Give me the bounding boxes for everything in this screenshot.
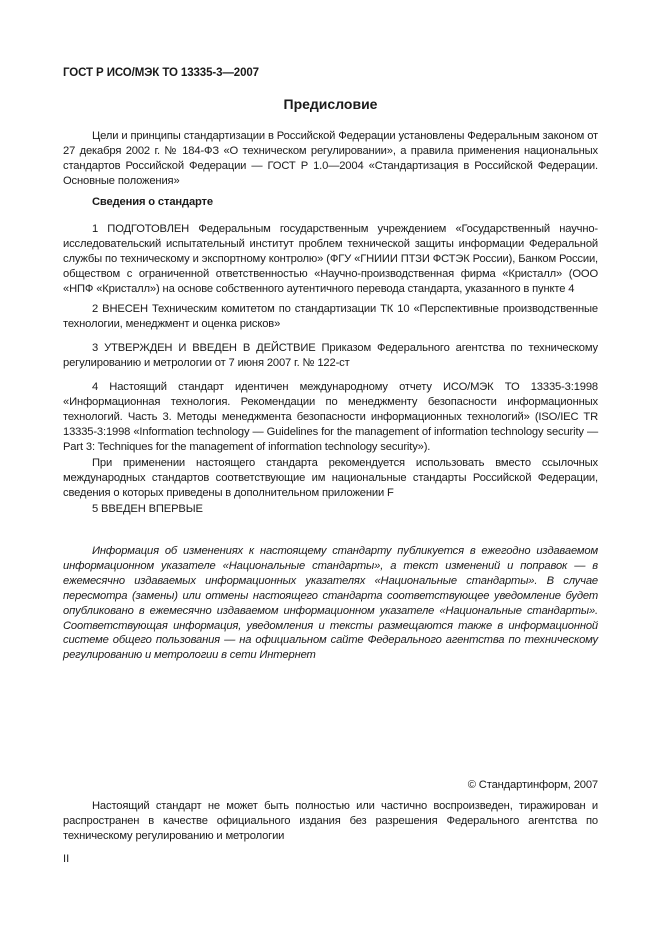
copyright-line: © Стандартинформ, 2007: [467, 779, 598, 791]
item-5-paragraph: 5 ВВЕДЕН ВПЕРВЫЕ: [92, 503, 203, 515]
section-heading: Сведения о стандарте: [92, 196, 213, 208]
notice-paragraph: Информация об изменениях к настоящему стандарту публикуется в ежегодно издаваемом информационном указателе «Национальные стандарты», а текст изменений и поправок — в ежемесячно издаваемых информационных указателях «Национальные стандарты». В случае пересмотра (замены) или отмены настоящего стандарта соответствующее уведомление будет опубликовано в ежемесячно издаваемом информационном указателе «Национальные стандарты». Соответствующая информация, уведомления и тексты размещаются также в информационной системе общего пользования — на официальном сайте Федерального агентства по техническому регулированию и метрологии в сети Интернет: [63, 545, 598, 662]
item-2-paragraph: 2 ВНЕСЕН Техническим комитетом по стандартизации ТК 10 «Перспективные производственные технологии, менеджмент и оценка рисков»: [63, 303, 598, 330]
item-4-note-paragraph: При применении настоящего стандарта рекомендуется использовать вместо ссылочных международных стандартов соответствующие им национальные стандарты Российской Федерации, сведения о которых приведены в дополнительном приложении F: [63, 457, 598, 499]
reproduction-notice: Настоящий стандарт не может быть полностью или частично воспроизведен, тиражирован и распространен в качестве официального издания без разрешения Федерального агентства по техническому регулированию и метрологии: [63, 800, 598, 842]
item-1-paragraph: 1 ПОДГОТОВЛЕН Федеральным государственным учреждением «Государственный научно-исследовательский испытательный институт проблем технической защиты информации Федеральной службы по техническому и экспортному контролю» (ФГУ «ГНИИИ ПТЗИ ФСТЭК России), Банком России, обществом с ограниченной ответственностью «Научно-производственная фирма «Кристалл» (ООО «НПФ «Кристалл») на основе собственного аутентичного перевода стандарта, указанного в пункте 4: [63, 223, 598, 295]
item-3-paragraph: 3 УТВЕРЖДЕН И ВВЕДЕН В ДЕЙСТВИЕ Приказом Федерального агентства по техническому регулированию и метрологии от 7 июня 2007 г. № 122-ст: [63, 342, 598, 369]
item-4-paragraph: 4 Настоящий стандарт идентичен международному отчету ИСО/МЭК ТО 13335-3:1998 «Информационная технология. Рекомендации по менеджменту безопасности информационных технологий. Часть 3. Методы менеджмента безопасности информационных технологий» (ISO/IEC TR 13335-3:1998 «Information technology — Guidelines for the management of information technology security — Part 3: Techniques for the management of information technology security»).: [63, 381, 598, 453]
intro-paragraph: Цели и принципы стандартизации в Российской Федерации установлены Федеральным законом от 27 декабря 2002 г. № 184-ФЗ «О техническом регулировании», а правила применения национальных стандартов Российской Федерации — ГОСТ Р 1.0—2004 «Стандартизация в Российской Федерации. Основные положения»: [63, 130, 598, 187]
standard-header: ГОСТ Р ИСО/МЭК ТО 13335-3—2007: [63, 67, 259, 79]
page-title: Предисловие: [283, 96, 378, 112]
page-number: II: [63, 853, 70, 865]
